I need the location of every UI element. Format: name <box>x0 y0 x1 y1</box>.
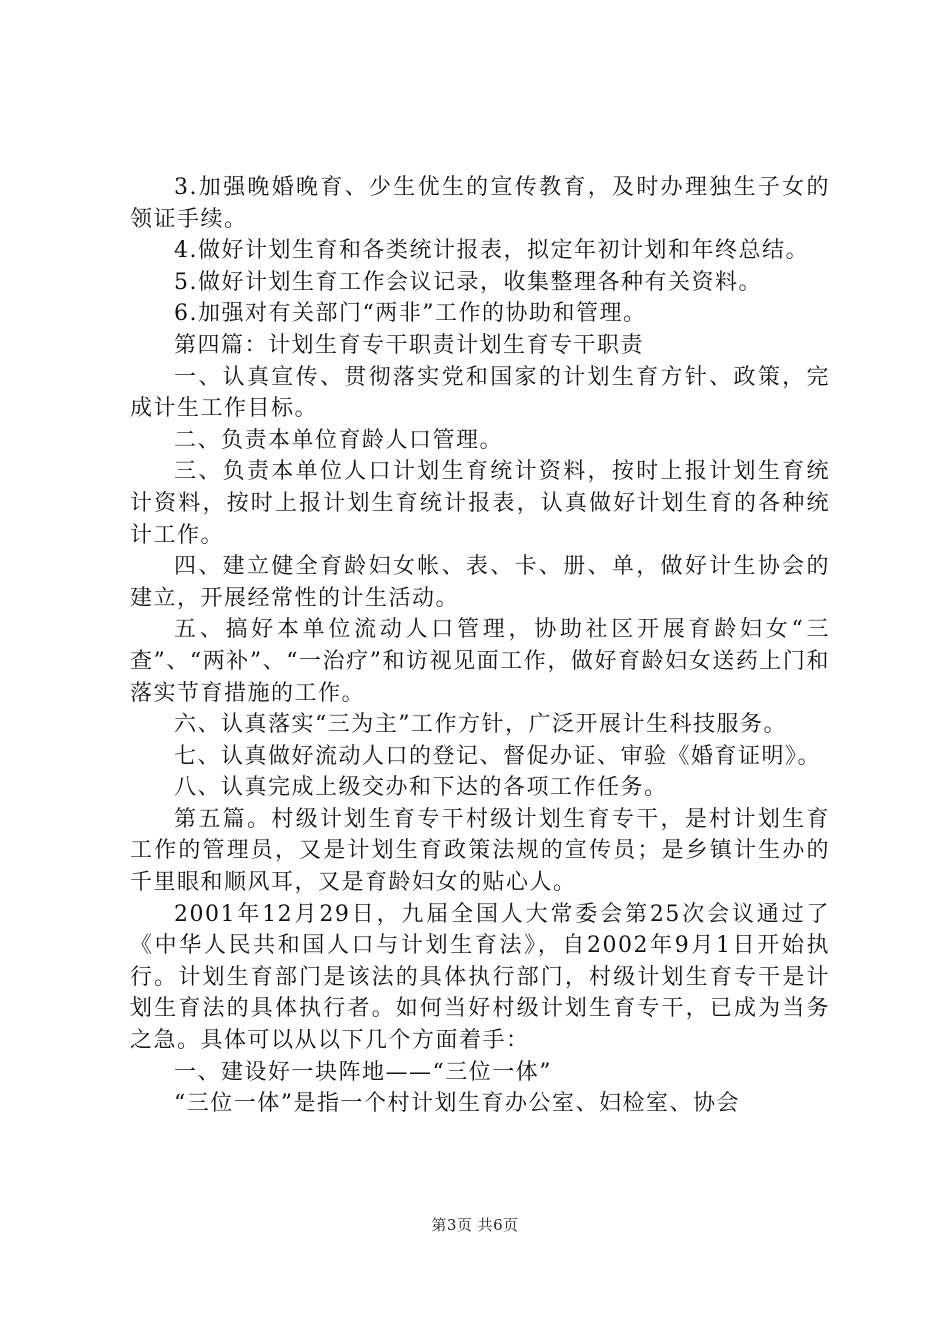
duty-item-4: 四、建立健全育龄妇女帐、表、卡、册、单，做好计生协会的建立，开展经常性的计生活动。 <box>130 554 830 611</box>
paragraph-item-5: 5.做好计划生育工作会议记录，收集整理各种有关资料。 <box>174 269 762 295</box>
duty-item-6: 六、认真落实“三为主”工作方针，广泛开展计生科技服务。 <box>174 712 787 738</box>
law-paragraph: 2001年12月29日，九届全国人大常委会第25次会议通过了《中华人民共和国人口与计划生育法》，自2002年9月1日开始执行。计划生育部门是该法的具体执行部门，村级计划生育专干是计划生育法的具体执行者。如何当好村级计划生育专干，已成为当务之急。具体可以从以下几个方面着手： <box>130 901 830 1054</box>
document-body <box>130 172 830 1120</box>
paragraph-item-4: 4.做好计划生育和各类统计报表，拟定年初计划和年终总结。 <box>174 238 809 264</box>
duty-item-8: 八、认真完成上级交办和下达的各项工作任务。 <box>174 775 668 801</box>
subsection-heading-1: 一、建设好一块阵地——“三位一体” <box>174 1059 552 1085</box>
duty-item-1: 一、认真宣传、贯彻落实党和国家的计划生育方针、政策，完成计生工作目标。 <box>130 364 830 422</box>
paragraph-item-3: 3.加强晚婚晚育、少生优生的宣传教育，及时办理独生子女的领证手续。 <box>130 175 830 232</box>
paragraph-item-6: 6.加强对有关部门“两非”工作的协助和管理。 <box>174 301 647 327</box>
duty-item-2: 二、负责本单位育龄人口管理。 <box>174 427 504 453</box>
duty-item-7: 七、认真做好流动人口的登记、督促办证、审验《婚育证明》。 <box>174 743 822 769</box>
section-heading-4: 第四篇：计划生育专干职责计划生育专干职责 <box>174 332 645 358</box>
duty-item-5: 五、搞好本单位流动人口管理，协助社区开展育龄妇女“三查”、“两补”、“一治疗”和访视见面工作，做好育龄妇女送药上门和落实节育措施的工作。 <box>130 617 830 706</box>
body-paragraph: “三位一体”是指一个村计划生育办公室、妇检室、协会 <box>174 1091 740 1117</box>
section-heading-5: 第五篇。村级计划生育专干村级计划生育专干，是村计划生育工作的管理员，又是计划生育政策法规的宣传员；是乡镇计生办的千里眼和顺风耳，又是育龄妇女的贴心人。 <box>130 806 830 896</box>
page-number-footer: 第3页 共6页 <box>431 1216 519 1234</box>
duty-item-3: 三、负责本单位人口计划生育统计资料，按时上报计划生育统计资料，按时上报计划生育统计报表，认真做好计划生育的各种统计工作。 <box>130 459 830 548</box>
